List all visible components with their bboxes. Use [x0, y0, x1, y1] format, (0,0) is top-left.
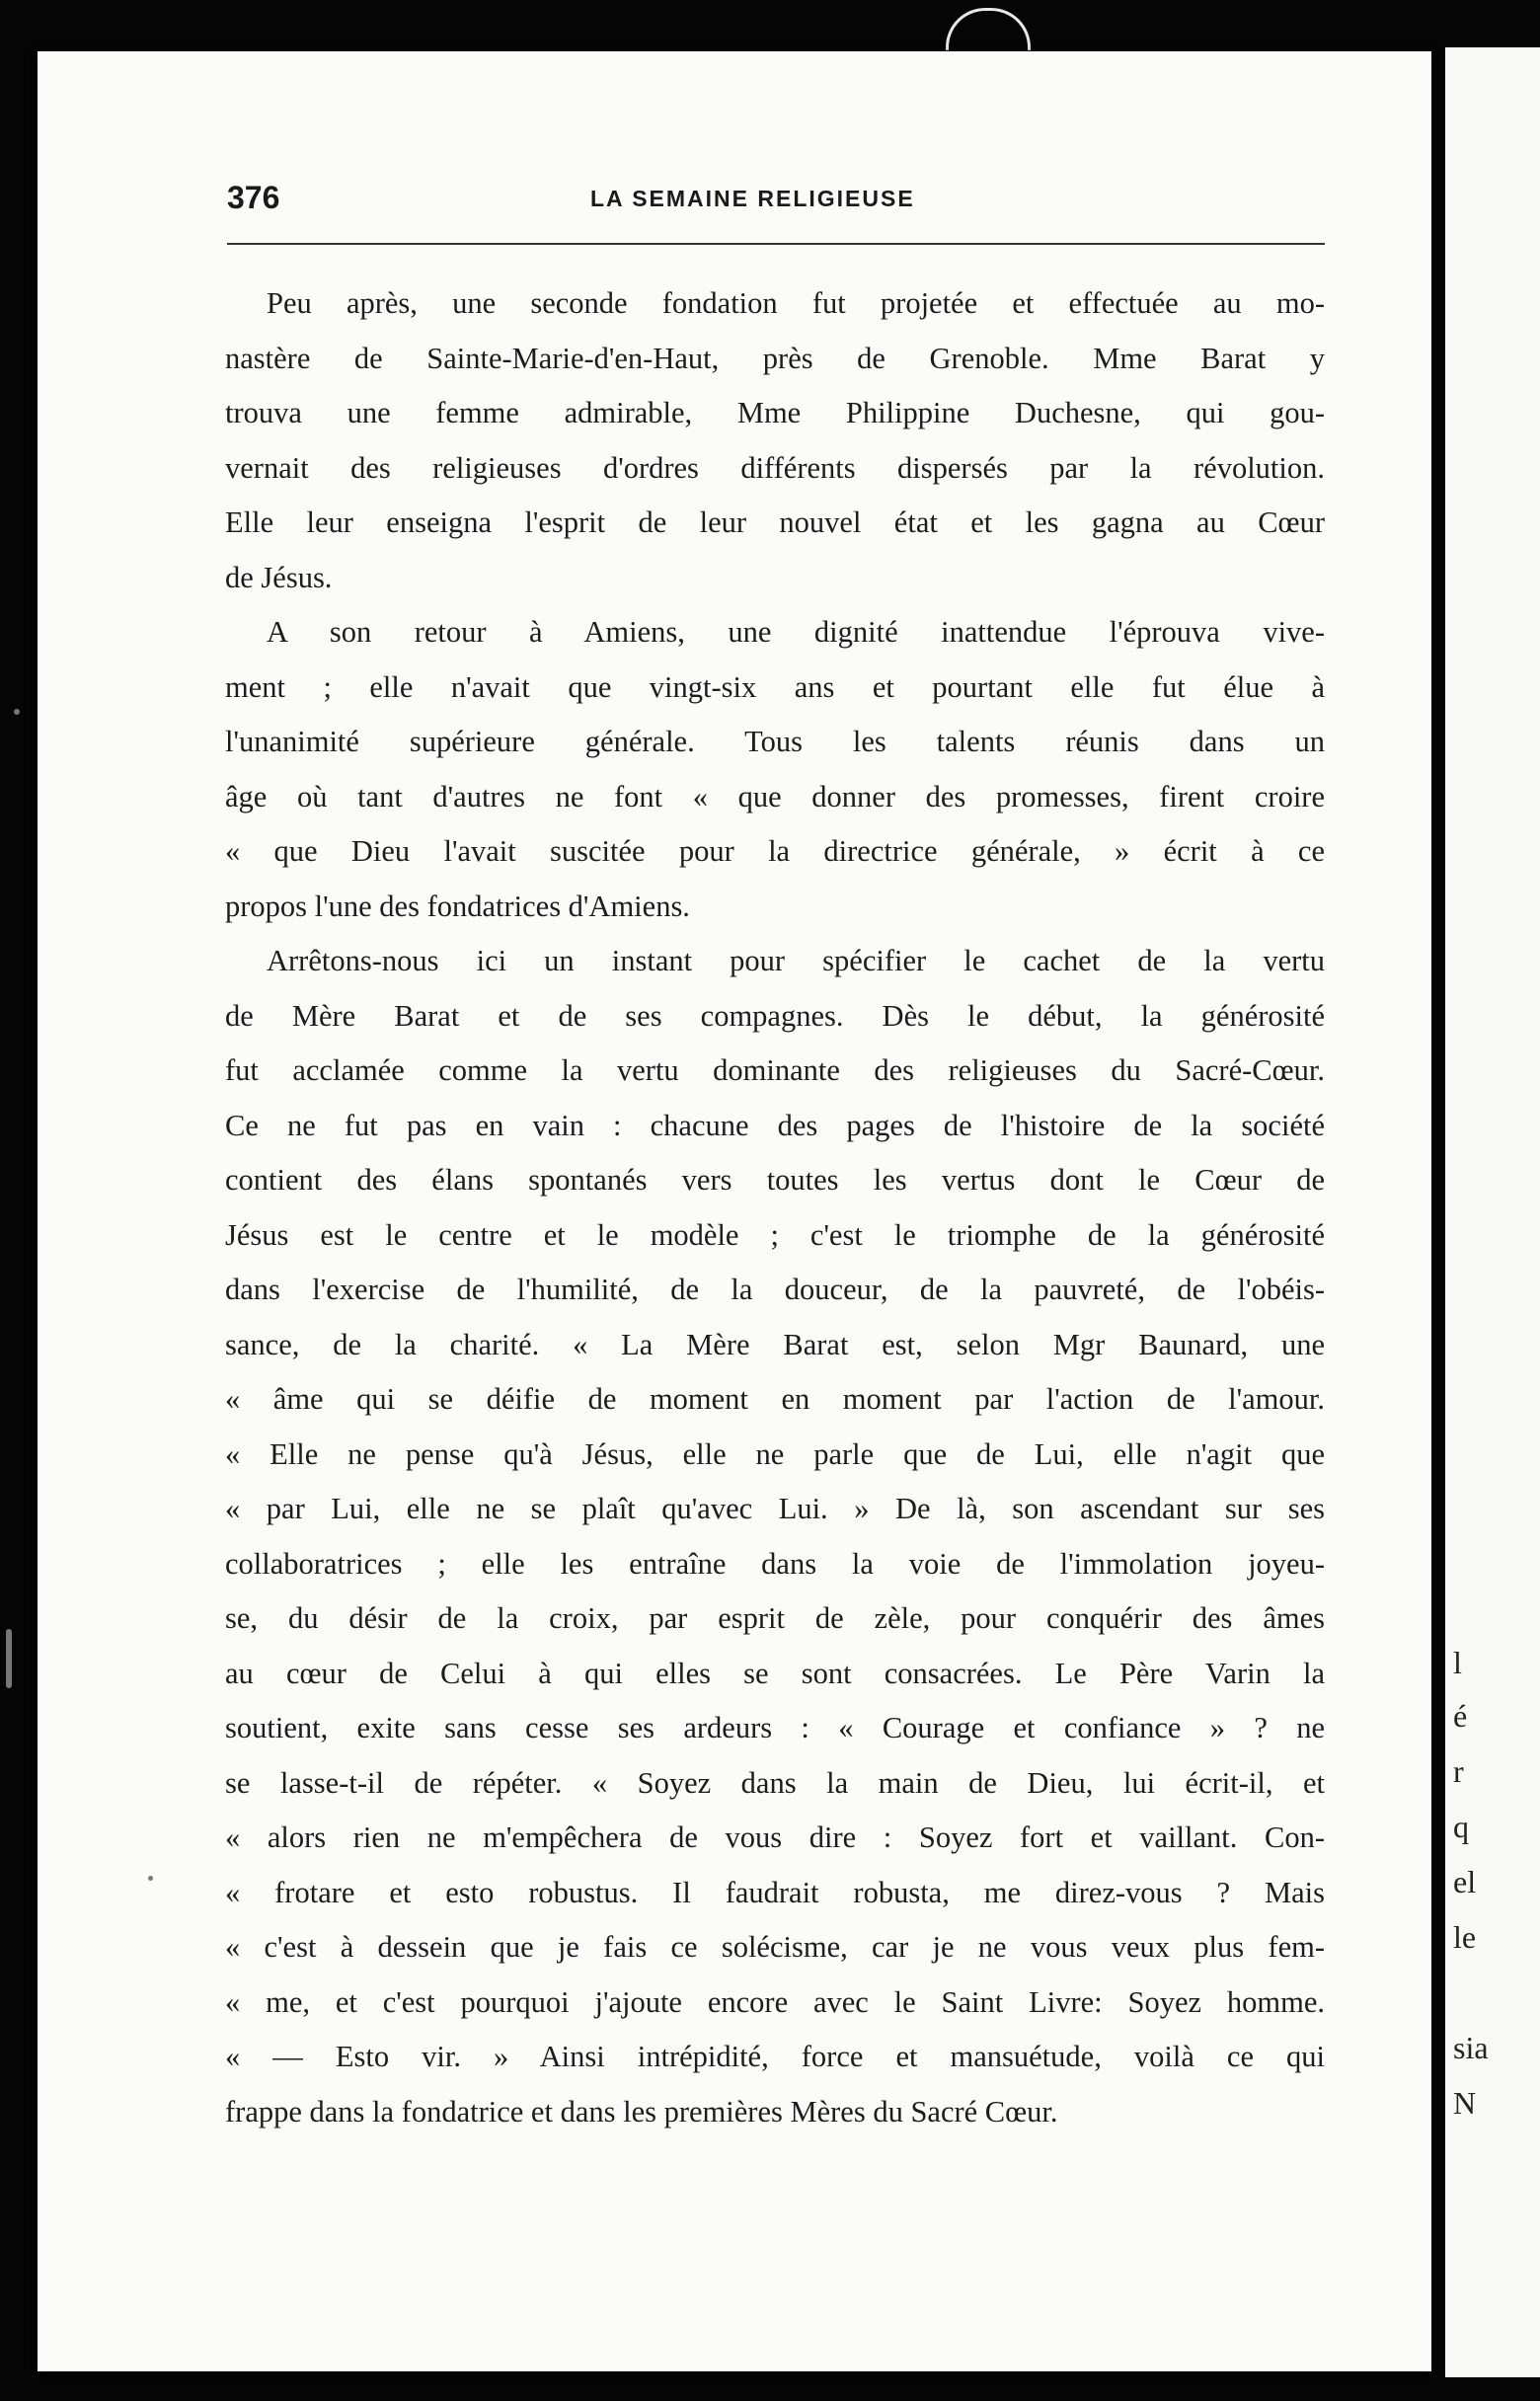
margin-speck: [148, 1876, 153, 1881]
text-line: « âme qui se déifie de moment en moment par l'action de l'amour.: [225, 1382, 1325, 1416]
text-line: « que Dieu l'avait suscitée pour la directrice générale, » écrit à ce: [225, 834, 1325, 868]
facing-page-edge: [1445, 47, 1540, 2377]
margin-speck: [6, 1629, 12, 1688]
text-line: ment ; elle n'avait que vingt-six ans et pourtant elle fut élue à: [225, 669, 1325, 704]
text-line: propos l'une des fondatrices d'Amiens.: [225, 889, 690, 923]
page-header: [227, 180, 1323, 219]
text-line: « c'est à dessein que je fais ce solécisme, car je ne vous veux plus fem-: [225, 1930, 1325, 1964]
text-line: « alors rien ne m'empêchera de vous dire : Soyez fort et vaillant. Con-: [225, 1820, 1325, 1854]
facing-page-fragment: sia: [1453, 2030, 1489, 2065]
text-line: de Jésus.: [225, 560, 333, 594]
text-line: Arrêtons-nous ici un instant pour spécifier le cachet de la vertu: [267, 944, 1325, 977]
text-line: nastère de Sainte-Marie-d'en-Haut, près de Grenoble. Mme Barat y: [225, 341, 1325, 375]
facing-page-fragment: l: [1453, 1645, 1462, 1680]
margin-speck: [14, 709, 20, 715]
text-line: « — Esto vir. » Ainsi intrépidité, force et mansuétude, voilà ce qui: [225, 2040, 1325, 2073]
text-line: « par Lui, elle ne se plaît qu'avec Lui. » De là, son ascendant sur ses: [225, 1492, 1325, 1525]
text-line: « frotare et esto robustus. Il faudrait robusta, me direz-vous ? Mais: [225, 1875, 1325, 1909]
body-text: [225, 276, 1325, 2139]
text-line: se lasse-t-il de répéter. « Soyez dans la main de Dieu, lui écrit-il, et: [225, 1765, 1325, 1800]
text-line: Jésus est le centre et le modèle ; c'est le triomphe de la générosité: [225, 1217, 1325, 1252]
scan-clip-mark: [946, 8, 1031, 50]
text-line: « me, et c'est pourquoi j'ajoute encore avec le Saint Livre: Soyez homme.: [225, 1984, 1325, 2019]
text-line: Peu après, une seconde fondation fut projetée et effectuée au mo-: [267, 286, 1325, 320]
text-line: dans l'exercise de l'humilité, de la douceur, de la pauvreté, de l'obéis-: [225, 1273, 1325, 1306]
text-line: Elle leur enseigna l'esprit de leur nouvel état et les gagna au Cœur: [225, 505, 1325, 539]
text-line: de Mère Barat et de ses compagnes. Dès le début, la générosité: [225, 998, 1325, 1033]
text-line: âge où tant d'autres ne font « que donner des promesses, firent croire: [225, 779, 1325, 813]
text-line: fut acclamée comme la vertu dominante des religieuses du Sacré-Cœur.: [225, 1053, 1325, 1087]
facing-page-fragment: el: [1453, 1864, 1477, 1899]
text-line: Ce ne fut pas en vain : chacune des pages de l'histoire de la société: [225, 1108, 1325, 1142]
text-line: A son retour à Amiens, une dignité inattendue l'éprouva vive-: [267, 615, 1325, 649]
text-line: l'unanimité supérieure générale. Tous les talents réunis dans un: [225, 725, 1325, 758]
header-rule: [227, 243, 1325, 245]
running-title: LA SEMAINE RELIGIEUSE: [590, 186, 915, 211]
text-line: collaboratrices ; elle les entraîne dans la voie de l'immolation joyeu-: [225, 1546, 1325, 1581]
text-line: sance, de la charité. « La Mère Barat est, selon Mgr Baunard, une: [225, 1327, 1325, 1361]
text-line: soutient, exite sans cesse ses ardeurs : « Courage et confiance » ? ne: [225, 1711, 1325, 1744]
facing-page-fragment: r: [1453, 1753, 1464, 1789]
text-line: trouva une femme admirable, Mme Philippine Duchesne, qui gou-: [225, 396, 1325, 429]
text-line: au cœur de Celui à qui elles se sont consacrées. Le Père Varin la: [225, 1656, 1325, 1690]
facing-page-fragment: N: [1453, 2085, 1477, 2121]
facing-page-fragment: q: [1453, 1809, 1469, 1844]
page-number: 376: [227, 180, 280, 215]
facing-page-fragment: é: [1453, 1698, 1468, 1734]
text-line: frappe dans la fondatrice et dans les premières Mères du Sacré Cœur.: [225, 2094, 1058, 2129]
facing-page-fragment: le: [1453, 1919, 1477, 1955]
text-line: « Elle ne pense qu'à Jésus, elle ne parle que de Lui, elle n'agit que: [225, 1436, 1325, 1471]
text-line: vernait des religieuses d'ordres différents dispersés par la révolution.: [225, 450, 1325, 485]
text-line: contient des élans spontanés vers toutes les vertus dont le Cœur de: [225, 1163, 1325, 1197]
text-line: se, du désir de la croix, par esprit de zèle, pour conquérir des âmes: [225, 1601, 1325, 1635]
